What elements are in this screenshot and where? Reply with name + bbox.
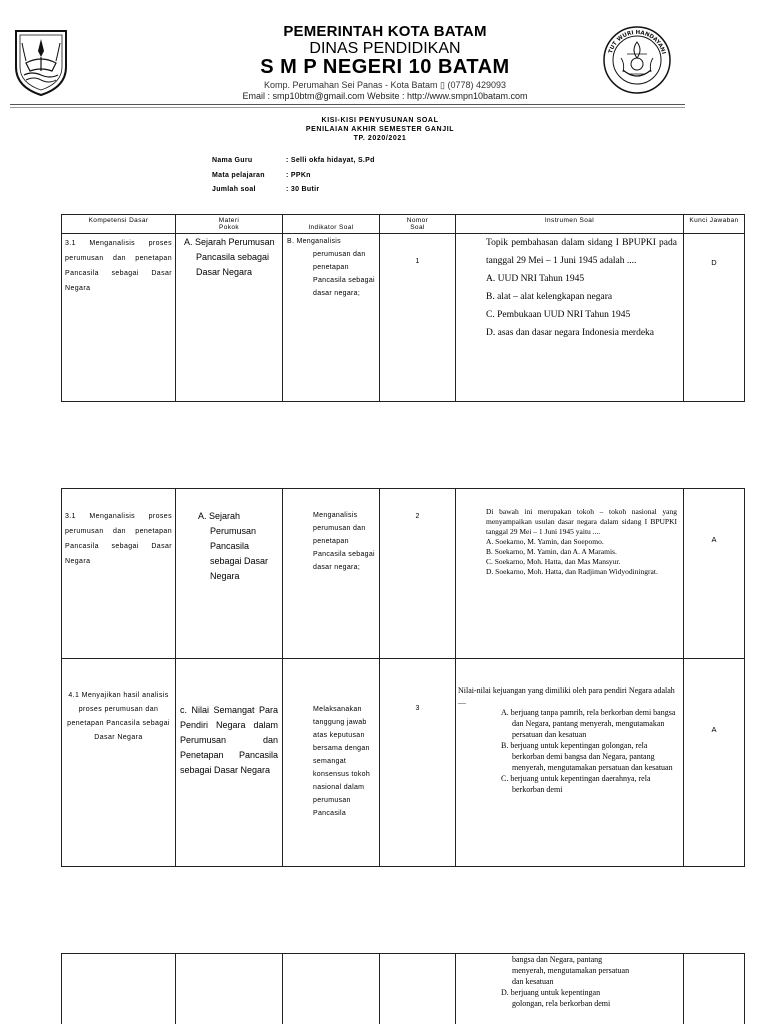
header-school-name: S M P NEGERI 10 BATAM (260, 56, 510, 78)
kd-cell: 3.1 Menganalisis proses perumusan dan penetapan Pancasila sebagai Dasar Negara (62, 489, 176, 659)
table-row (62, 954, 745, 1024)
meta-question-count: Jumlah soal : 30 Butir (212, 186, 320, 193)
header-rule-thin (10, 107, 685, 108)
instrumen-cell: Nilai-nilai kejuangan yang dimiliki oleh para pendiri Negara adalah .... A. berjuang tanpa pamrih, rela berkorban demi bangsa dan Negara, pantang menyerah, mengutamakan persatuan dan kesatuan B. berjuang untuk kepentingan golongan, rela berkorban demi bangsa dan Negara, pantang menyerah, mengutamakan persatuan dan kesatuan C. berjuang untuk kepentingan daerahnya, rela berkorban demi (456, 659, 684, 867)
meta-teacher: Nama Guru : Selli okfa hidayat, S.Pd (212, 157, 375, 164)
grid-table-3 (61, 953, 745, 1024)
meta-subject: Mata pelajaran : PPKn (212, 172, 311, 179)
header-department: DINAS PENDIDIKAN (309, 40, 461, 57)
website-link[interactable]: http://www.smpn10batam.com (406, 91, 528, 101)
table-header-row (62, 215, 745, 234)
header-nomor: Nomor Soal (380, 215, 456, 234)
nomor-cell: 2 (380, 489, 456, 659)
kunci-cell: A (684, 659, 745, 867)
indikator-cell: Menganalisis perumusan dan penetapan Pancasila sebagai dasar negara; (283, 489, 380, 659)
header-government: PEMERINTAH KOTA BATAM (283, 23, 487, 40)
header-rule (10, 104, 685, 105)
nomor-cell (380, 954, 456, 1024)
nomor-cell: 3 (380, 659, 456, 867)
table-row (62, 234, 745, 402)
svg-text:TUT WURI HANDAYANI: TUT WURI HANDAYANI (607, 29, 667, 55)
instrumen-cell: Di bawah ini merupakan tokoh – tokoh nasional yang menyampaikan usulan dasar negara dalam sidang I BPUPKI tanggal 29 Mei – 1 Juni 1945 yaitu .... A. Soekarno, M. Yamin, dan Soepomo. B. Soekarno, M. Yamin, dan A. A Maramis. C. Soekarno, Moh. Hatta, dan Mas Mansyur. D. Soekarno, Moh. Hatta, dan Radjiman Widyodiningrat. (456, 489, 684, 659)
header-address: Komp. Perumahan Sei Panas - Kota Batam ▯ (0778) 429093 (263, 80, 507, 90)
header-kd: Kompetensi Dasar (62, 215, 176, 234)
kd-cell (62, 954, 176, 1024)
indikator-cell: B. Menganalisis perumusan dan penetapan Pancasila sebagai dasar negara; (283, 234, 380, 402)
indikator-cell (283, 954, 380, 1024)
materi-cell (176, 954, 283, 1024)
materi-cell: A. Sejarah Perumusan Pancasila sebagai Dasar Negara (176, 489, 283, 659)
instrumen-cell: Topik pembahasan dalam sidang I BPUPKI pada tanggal 29 Mei – 1 Juni 1945 adalah .... A. UUD NRI Tahun 1945 B. alat – alat kelengkapan negara C. Pembukaan UUD NRI Tahun 1945 D. asas dan dasar negara Indonesia merdeka (456, 234, 684, 402)
kunci-cell: A (684, 489, 745, 659)
kunci-cell: D (684, 234, 745, 402)
table-row (62, 489, 745, 659)
header-kunci: Kunci Jawaban (684, 215, 745, 234)
grid-table-2 (61, 488, 745, 867)
table-row (62, 659, 745, 867)
header-contact: Email : smp10btm@gmail.com Website : http://www.smpn10batam.com (242, 91, 528, 101)
grid-table-1 (61, 214, 745, 402)
batam-city-emblem-icon (12, 27, 70, 97)
kd-cell: 3.1 Menganalisis proses perumusan dan penetapan Pancasila sebagai Dasar Negara (62, 234, 176, 402)
header-indikator: Indikator Soal (283, 215, 380, 234)
indikator-cell: Melaksanakan tanggung jawab atas keputusan bersama dengan semangat konsensus tokoh nasional dalam perumusan Pancasila (283, 659, 380, 867)
kd-cell: 4.1 Menyajikan hasil analisis proses perumusan dan penetapan Pancasila sebagai Dasar Negara (62, 659, 176, 867)
tut-wuri-handayani-emblem-icon (601, 24, 673, 96)
materi-cell: A. Sejarah Perumusan Pancasila sebagai Dasar Negara (176, 234, 283, 402)
nomor-cell: 1 (380, 234, 456, 402)
header-materi: Materi Pokok (176, 215, 283, 234)
kunci-cell (684, 954, 745, 1024)
instrumen-cell: bangsa dan Negara, pantang menyerah, mengutamakan persatuan dan kesatuan D. berjuang untuk kepentingan golongan, rela berkorban demi (456, 954, 684, 1024)
document-title: KISI-KISI PENYUSUNAN SOAL PENILAIAN AKHIR SEMESTER GANJIL TP. 2020/2021 (305, 117, 455, 142)
header-instrumen: Instrumen Soal (456, 215, 684, 234)
email-link[interactable]: smp10btm@gmail.com (272, 91, 365, 101)
materi-cell: c. Nilai Semangat Para Pendiri Negara dalam Perumusan dan Penetapan Pancasila sebagai Dasar Negara (176, 659, 283, 867)
